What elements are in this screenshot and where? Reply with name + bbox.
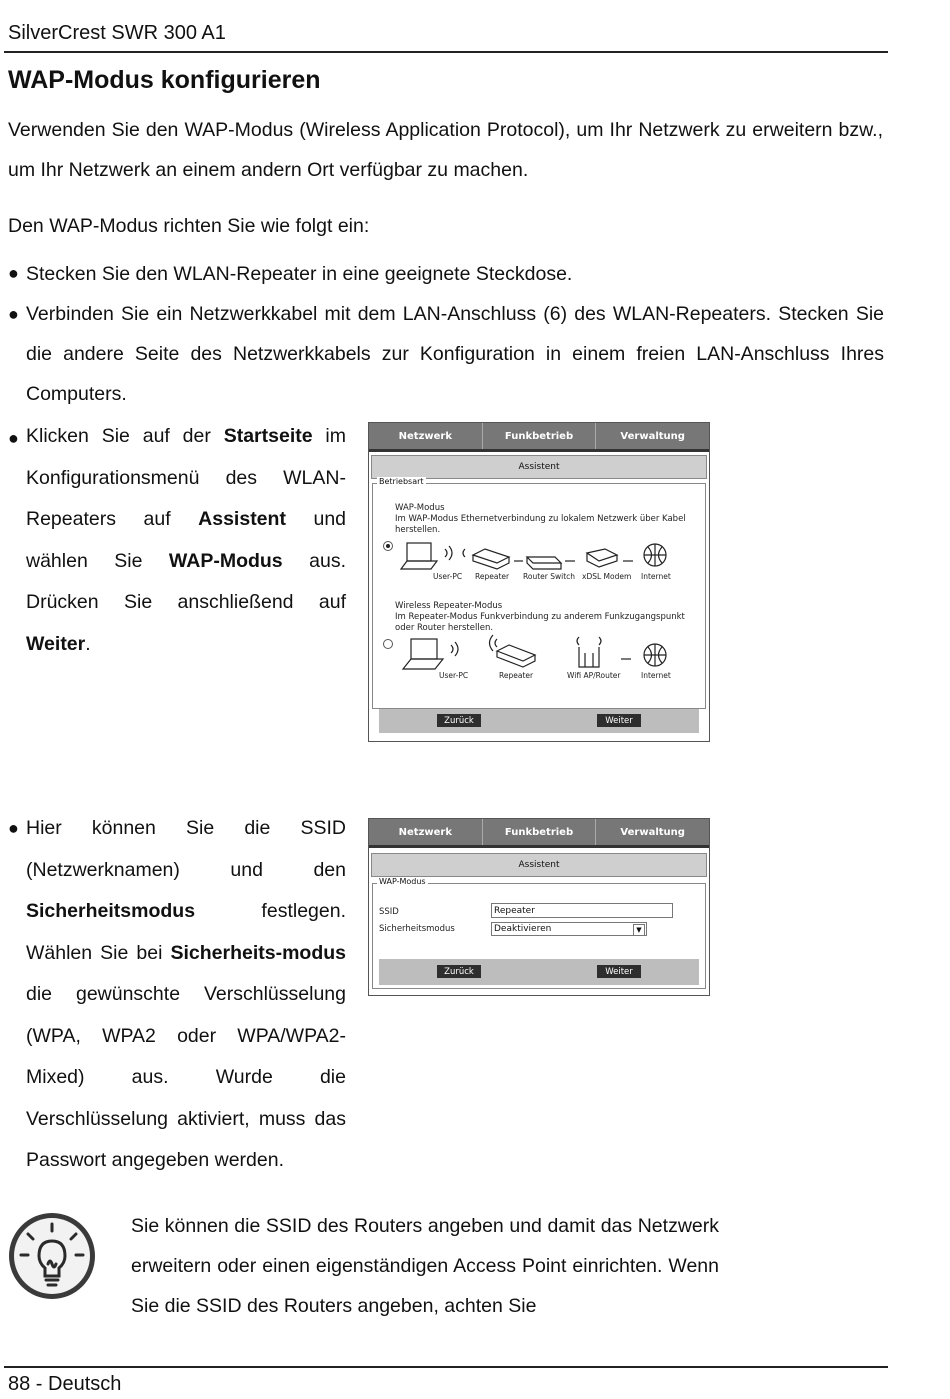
repeater-icon — [473, 549, 509, 569]
ssid-label: SSID — [379, 907, 399, 917]
bullet-icon: ● — [8, 428, 19, 448]
device-label: Internet — [641, 671, 671, 680]
ssid-input[interactable]: Repeater — [491, 903, 673, 918]
security-mode-label: Sicherheitsmodus — [379, 924, 455, 934]
back-button[interactable]: Zurück — [437, 714, 481, 727]
button-bar — [379, 959, 699, 985]
device-label: Router Switch — [523, 572, 576, 581]
tab-netzwerk[interactable]: Netzwerk — [369, 423, 483, 449]
wizard-screenshot-ssid — [368, 818, 710, 996]
intro-paragraph: Verwenden Sie den WAP-Modus (Wireless Application Protocol), um Ihr Netzwerk zu erweitern bzw., um Ihr Netzwerk an einem andern Ort verfügbar zu machen. — [8, 119, 883, 181]
tab-funkbetrieb[interactable]: Funkbetrieb — [483, 423, 597, 449]
tab-netzwerk[interactable]: Netzwerk — [369, 819, 483, 845]
wap-mode-description: WAP-Modus Im WAP-Modus Ethernetverbindung zu lokalem Netzwerk über Kabel herstellen. — [395, 503, 686, 535]
step-plug-in: Stecken Sie den WLAN-Repeater in eine geeignete Steckdose. — [26, 263, 573, 285]
tab-funkbetrieb[interactable]: Funkbetrieb — [483, 819, 597, 845]
page-number: 88 - Deutsch — [8, 1373, 122, 1395]
switch-icon — [527, 557, 561, 569]
chevron-down-icon[interactable]: ▼ — [633, 924, 645, 936]
device-label: xDSL Modem — [582, 572, 632, 581]
setup-lead: Den WAP-Modus richten Sie wie folgt ein: — [8, 215, 370, 237]
fieldset-legend: WAP-Modus — [379, 877, 426, 886]
tip-note: Sie können die SSID des Routers angeben und damit das Netzwerk erweitern oder einen eigenständigen Access Point einrichten. Wenn Sie die SSID des Routers angeben, achten Sie — [131, 1215, 719, 1317]
lightbulb-icon — [8, 1212, 98, 1302]
device-label: User-PC — [439, 671, 469, 680]
device-label: Internet — [641, 572, 671, 581]
section-title: WAP-Modus konfigurieren — [8, 66, 321, 94]
bullet-icon: ● — [8, 263, 19, 283]
button-bar — [379, 709, 699, 733]
wap-mode-radio[interactable] — [383, 541, 393, 551]
step-ssid-security: Hier können Sie die SSID (Netzwerknamen) und den Sicherheitsmodus festlegen. Wählen Sie bei Sicherheits-modus die gewünschte Verschlüsselung (WPA, WPA2 oder WPA/WPA2-Mixed) aus. Wurde die Verschlüsselung aktiviert, muss das Passwort angegeben werden. — [26, 817, 346, 1171]
modem-icon — [587, 549, 617, 567]
nav-tabs — [369, 423, 709, 452]
laptop-icon — [411, 639, 437, 659]
bullet-icon: ● — [8, 304, 19, 324]
nav-tabs — [369, 819, 709, 848]
tab-verwaltung[interactable]: Verwaltung — [620, 826, 685, 838]
next-button[interactable]: Weiter — [597, 965, 641, 978]
device-label: Repeater — [475, 572, 510, 581]
step-choose-wap: Klicken Sie auf der Startseite im Konfigurationsmenü des WLAN-Repeaters auf Assistent und wählen Sie WAP-Modus aus. Drücken Sie anschließend auf Weiter. — [26, 425, 347, 655]
assistant-bar: Assistent — [371, 853, 707, 877]
repeater-icon — [497, 645, 535, 667]
device-label: User-PC — [433, 572, 463, 581]
tab-verwaltung[interactable]: Verwaltung — [620, 430, 685, 442]
document-header: SilverCrest SWR 300 A1 — [8, 22, 226, 44]
router-icon — [579, 647, 599, 667]
repeater-mode-radio[interactable] — [383, 639, 393, 649]
step-connect-cable: Verbinden Sie ein Netzwerkkabel mit dem LAN-Anschluss (6) des WLAN-Repeaters. Stecken Sie die andere Seite des Netzwerkkabels zur Konfiguration in einem freien LAN-Anschluss Ihres Computers. — [26, 303, 884, 405]
assistant-bar: Assistent — [371, 455, 707, 479]
wizard-screenshot-mode — [368, 422, 710, 742]
back-button[interactable]: Zurück — [437, 965, 481, 978]
security-mode-select[interactable]: Deaktivieren ▼ — [491, 922, 647, 936]
footer-rule — [4, 1366, 888, 1368]
laptop-icon — [407, 543, 431, 561]
bullet-icon: ● — [8, 818, 19, 838]
fieldset-legend: Betriebsart — [379, 477, 424, 486]
next-button[interactable]: Weiter — [597, 714, 641, 727]
device-label: Repeater — [499, 671, 534, 680]
repeater-mode-description: Wireless Repeater-Modus Im Repeater-Modus Funkverbindung zu anderem Funkzugangspunkt oder Router herstellen. — [395, 601, 685, 633]
header-rule — [4, 51, 888, 53]
device-label: Wifi AP/Router — [567, 671, 621, 680]
